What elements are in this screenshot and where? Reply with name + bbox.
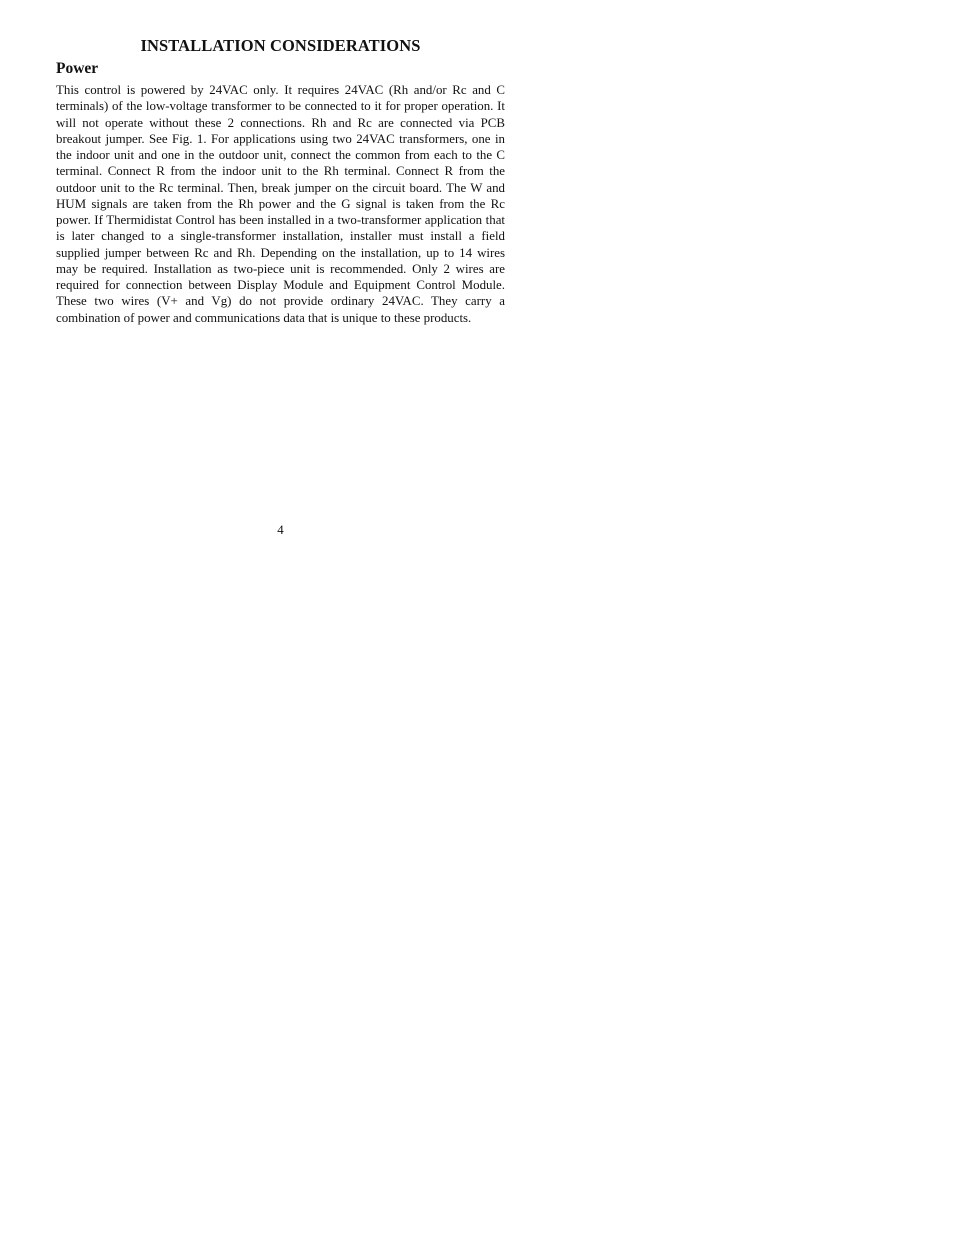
section-title: INSTALLATION CONSIDERATIONS bbox=[140, 36, 421, 55]
body-paragraph: This control is powered by 24VAC only. It requires 24VAC (Rh and/or Rc and C terminals) of the low-voltage transformer to be connected to it for proper operation. It will not operate without these 2 connections. Rh and Rc are connected via PCB breakout jumper. See Fig. 1. For applications using two 24VAC transformers, one in the indoor unit and one in the outdoor unit, connect the common from each to the C terminal. Connect R from the indoor unit to the Rh terminal. Connect R from the outdoor unit to the Rc terminal. Then, break jumper on the circuit board. The W and HUM signals are taken from the Rh power and the G signal is taken from the Rc power. If Thermidistat Control has been installed in a two-transformer application that is later changed to a single-transformer installation, installer must install a field supplied jumper between Rc and Rh. Depending on the installation, up to 14 wires may be required. Installation as two-piece unit is recommended. Only 2 wires are required for connection between Display Module and Equipment Control Module. These two wires (V+ and Vg) do not provide ordinary 24VAC. They carry a combination of power and communications data that is unique to these products. bbox=[56, 83, 505, 325]
text-column bbox=[56, 36, 505, 326]
subheading-power: Power bbox=[56, 60, 99, 77]
page-number: 4 bbox=[277, 523, 284, 537]
